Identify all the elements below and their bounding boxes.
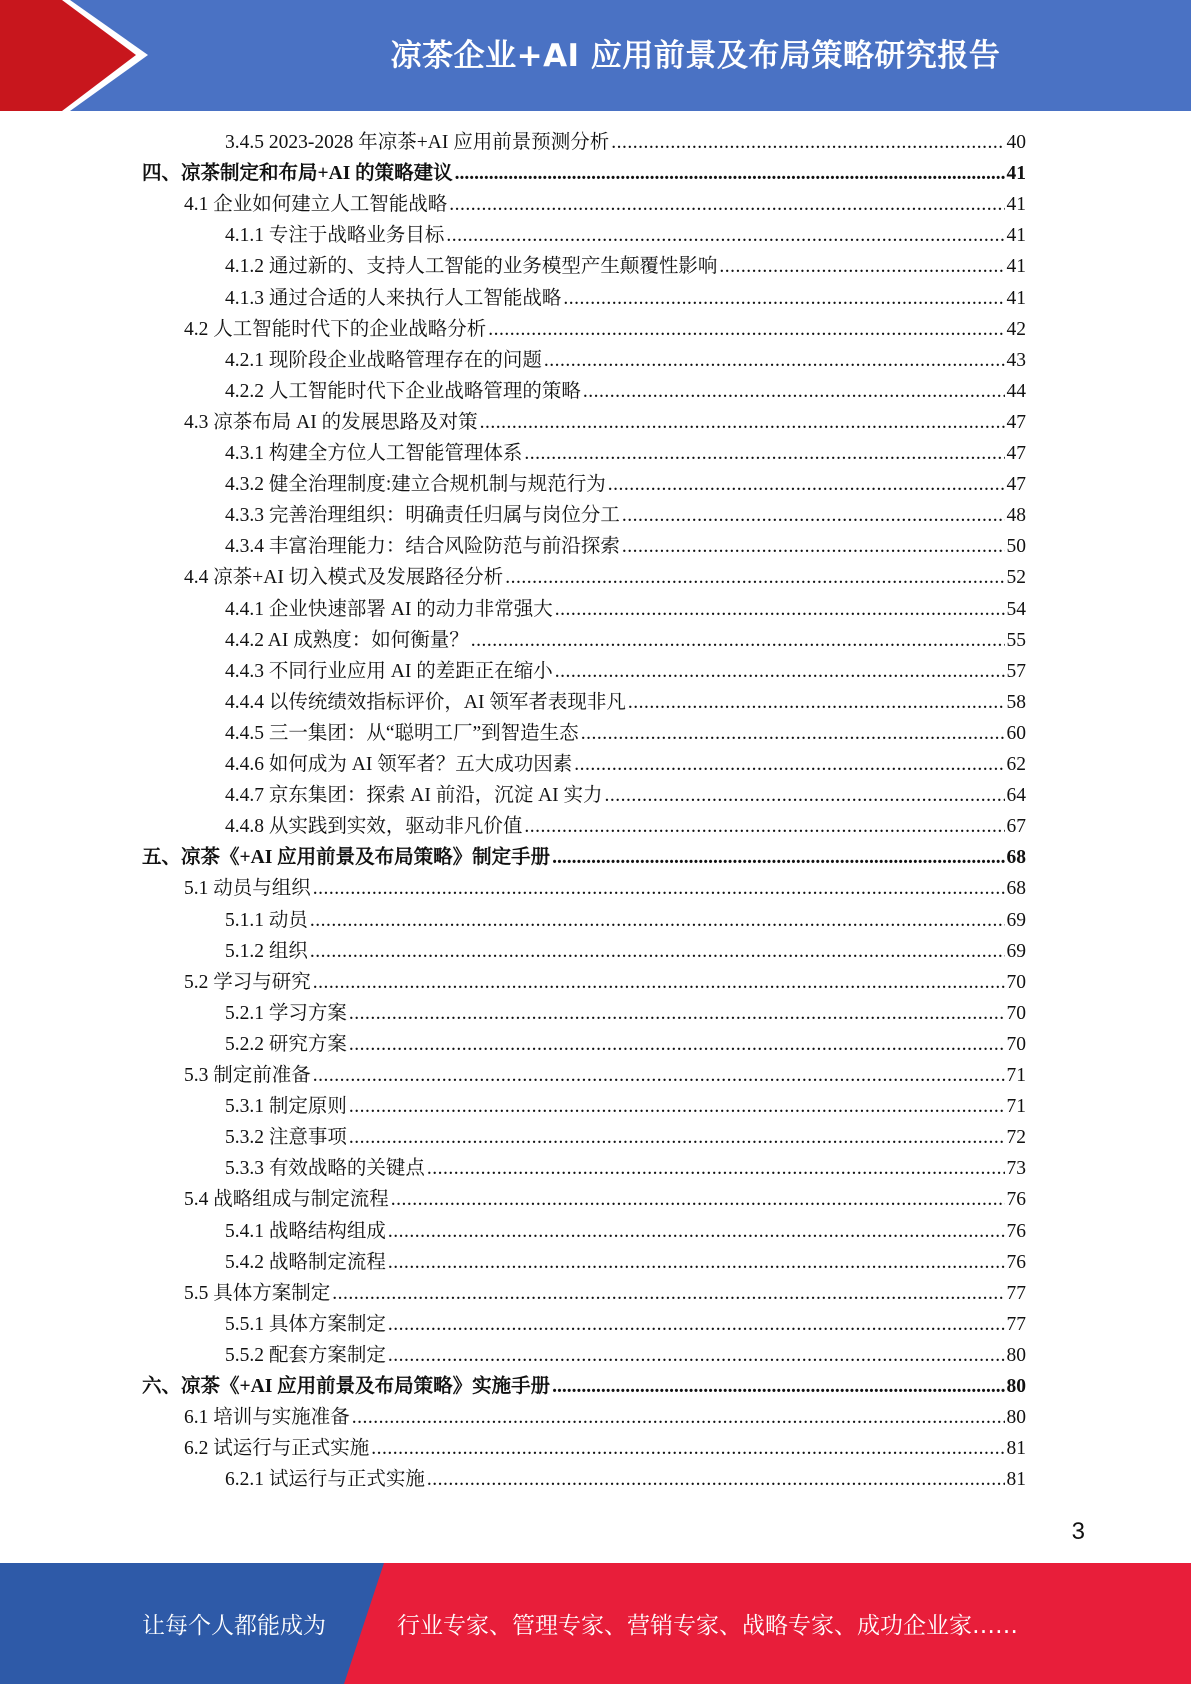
toc-dot-leader xyxy=(427,1153,1005,1184)
toc-entry-page: 80 xyxy=(1006,1376,1026,1397)
toc-entry-page: 60 xyxy=(1006,722,1026,744)
toc-entry-page: 47 xyxy=(1006,443,1026,464)
toc-entry-title: 4.1 企业如何建立人工智能战略 xyxy=(184,194,448,216)
toc-entry-page: 77 xyxy=(1006,1282,1026,1304)
toc-entry[interactable] xyxy=(225,1309,1026,1340)
page-footer xyxy=(0,1563,1191,1684)
toc-entry[interactable] xyxy=(184,1278,1026,1309)
toc-entry[interactable] xyxy=(184,562,1026,593)
toc-entry-title: 5.3.3 有效战略的关键点 xyxy=(225,1158,425,1180)
toc-entry-page: 57 xyxy=(1006,660,1026,682)
toc-dot-leader xyxy=(488,314,1004,345)
toc-entry-title: 6.2.1 试运行与正式实施 xyxy=(225,1469,425,1491)
toc-dot-leader xyxy=(313,967,1005,998)
toc-entry[interactable] xyxy=(225,687,1026,718)
toc-entry-title: 5.1 动员与组织 xyxy=(184,878,311,900)
toc-entry-title: 5.1.2 组织 xyxy=(225,940,308,962)
toc-entry[interactable] xyxy=(225,1153,1026,1184)
toc-entry-page: 47 xyxy=(1006,411,1026,433)
toc-entry[interactable] xyxy=(225,438,1026,469)
toc-dot-leader xyxy=(544,345,1005,376)
toc-dot-leader xyxy=(574,749,1004,780)
toc-entry-title: 五、凉茶《+AI 应用前景及布局策略》制定手册 xyxy=(142,847,551,869)
toc-entry-page: 68 xyxy=(1006,847,1026,869)
toc-dot-leader xyxy=(391,1184,1005,1215)
toc-entry-page: 40 xyxy=(1006,132,1026,153)
toc-dot-leader xyxy=(524,438,1004,469)
toc-entry-title: 4.4 凉茶+AI 切入模式及发展路径分析 xyxy=(184,567,504,589)
toc-entry-title: 5.5.1 具体方案制定 xyxy=(225,1313,386,1335)
toc-entry-page: 47 xyxy=(1006,474,1026,496)
toc-entry-title: 4.3.3 完善治理组织：明确责任归属与岗位分工 xyxy=(225,505,620,527)
toc-entry-page: 80 xyxy=(1006,1407,1026,1429)
toc-dot-leader xyxy=(608,469,1005,500)
toc-entry[interactable] xyxy=(225,718,1026,749)
toc-dot-leader xyxy=(628,687,1005,718)
toc-entry-title: 4.4.1 企业快速部署 AI 的动力非常强大 xyxy=(225,598,553,620)
toc-entry-title: 4.3.1 构建全方位人工智能管理体系 xyxy=(225,443,523,464)
toc-entry-title: 4.4.3 不同行业应用 AI 的差距正在缩小 xyxy=(225,660,553,682)
toc-entry[interactable] xyxy=(225,1247,1026,1278)
toc-entry-page: 42 xyxy=(1006,318,1026,340)
toc-entry[interactable] xyxy=(225,1091,1026,1122)
toc-dot-leader xyxy=(313,873,1005,904)
toc-entry-page: 76 xyxy=(1006,1220,1026,1242)
footer-slogan-right: 行业专家、管理专家、营销专家、战略专家、成功企业家…… xyxy=(397,1613,1018,1639)
toc-entry-page: 80 xyxy=(1006,1344,1026,1366)
toc-dot-leader xyxy=(388,1247,1005,1278)
toc-entry[interactable] xyxy=(184,873,1026,904)
toc-entry-page: 76 xyxy=(1006,1189,1026,1211)
toc-entry-title: 5.5 具体方案制定 xyxy=(184,1282,331,1304)
toc-entry[interactable] xyxy=(184,189,1026,220)
toc-dot-leader xyxy=(581,718,1005,749)
toc-entry-page: 48 xyxy=(1006,505,1026,527)
toc-entry-title: 5.3 制定前准备 xyxy=(184,1065,311,1086)
toc-entry[interactable] xyxy=(225,594,1026,625)
toc-dot-leader xyxy=(446,220,1004,251)
toc-entry-title: 3.4.5 2023-2028 年凉茶+AI 应用前景预测分析 xyxy=(225,132,610,153)
toc-entry-page: 54 xyxy=(1006,598,1026,620)
toc-entry-page: 41 xyxy=(1006,194,1026,216)
toc-entry-page: 64 xyxy=(1006,785,1026,807)
toc-entry[interactable] xyxy=(142,1371,1026,1402)
toc-dot-leader xyxy=(471,625,1005,656)
toc-entry-title: 6.2 试运行与正式实施 xyxy=(184,1438,370,1460)
toc-dot-leader xyxy=(371,1433,1004,1464)
toc-entry-page: 70 xyxy=(1006,971,1026,993)
toc-entry-page: 41 xyxy=(1006,225,1026,247)
toc-entry-title: 四、凉茶制定和布局+AI 的策略建议 xyxy=(142,163,453,185)
toc-entry[interactable] xyxy=(225,1464,1026,1495)
toc-entry-page: 62 xyxy=(1006,754,1026,775)
toc-dot-leader xyxy=(310,936,1005,967)
toc-entry-title: 六、凉茶《+AI 应用前景及布局策略》实施手册 xyxy=(142,1376,551,1397)
toc-entry[interactable] xyxy=(184,1184,1026,1215)
toc-entry-title: 4.1.3 通过合适的人来执行人工智能战略 xyxy=(225,287,562,309)
toc-dot-leader xyxy=(552,1371,1004,1402)
toc-entry-title: 4.4.6 如何成为 AI 领军者？五大成功因素 xyxy=(225,754,573,775)
toc-entry-title: 5.5.2 配套方案制定 xyxy=(225,1344,386,1366)
toc-entry[interactable] xyxy=(225,220,1026,251)
toc-dot-leader xyxy=(719,251,1004,282)
toc-entry-title: 4.3 凉茶布局 AI 的发展思路及对策 xyxy=(184,411,478,433)
toc-dot-leader xyxy=(583,376,1005,407)
toc-entry[interactable] xyxy=(184,1433,1026,1464)
toc-entry[interactable] xyxy=(225,283,1026,314)
toc-dot-leader xyxy=(611,127,1004,158)
toc-dot-leader xyxy=(622,500,1005,531)
toc-dot-leader xyxy=(332,1278,1004,1309)
toc-entry[interactable] xyxy=(225,936,1026,967)
toc-entry[interactable] xyxy=(225,376,1026,407)
toc-dot-leader xyxy=(524,811,1004,842)
toc-dot-leader xyxy=(455,158,1005,189)
toc-dot-leader xyxy=(388,1309,1005,1340)
toc-entry-page: 81 xyxy=(1006,1469,1026,1491)
toc-entry-title: 5.4.2 战略制定流程 xyxy=(225,1251,386,1273)
toc-entry-page: 72 xyxy=(1006,1127,1026,1149)
toc-entry[interactable] xyxy=(225,656,1026,687)
toc-dot-leader xyxy=(388,1216,1005,1247)
toc-entry-title: 4.2 人工智能时代下的企业战略分析 xyxy=(184,318,487,340)
toc-dot-leader xyxy=(622,531,1005,562)
toc-entry[interactable] xyxy=(225,469,1026,500)
toc-entry[interactable] xyxy=(225,811,1026,842)
toc-dot-leader xyxy=(349,1029,1005,1060)
toc-dot-leader xyxy=(480,407,1005,438)
toc-entry-title: 5.4.1 战略结构组成 xyxy=(225,1220,386,1242)
toc-dot-leader xyxy=(349,998,1005,1029)
toc-entry[interactable] xyxy=(225,500,1026,531)
toc-entry-title: 5.4 战略组成与制定流程 xyxy=(184,1189,389,1211)
toc-entry[interactable] xyxy=(142,158,1026,189)
toc-entry-page: 58 xyxy=(1006,691,1026,713)
toc-entry-title: 4.4.2 AI 成熟度：如何衡量？ xyxy=(225,629,469,651)
toc-entry-title: 6.1 培训与实施准备 xyxy=(184,1407,350,1429)
toc-entry-title: 4.2.1 现阶段企业战略管理存在的问题 xyxy=(225,349,542,371)
toc-entry[interactable] xyxy=(225,251,1026,282)
toc-dot-leader xyxy=(505,562,1004,593)
toc-entry-page: 41 xyxy=(1006,256,1026,278)
toc-entry-title: 4.4.5 三一集团：从“聪明工厂”到智造生态 xyxy=(225,722,579,744)
toc-entry[interactable] xyxy=(225,1216,1026,1247)
toc-entry-page: 77 xyxy=(1006,1313,1026,1335)
toc-entry-page: 69 xyxy=(1006,940,1026,962)
toc-entry-title: 4.1.2 通过新的、支持人工智能的业务模型产生颠覆性影响 xyxy=(225,256,718,278)
toc-entry[interactable] xyxy=(184,1060,1026,1091)
toc-dot-leader xyxy=(352,1402,1005,1433)
toc-entry-title: 4.4.8 从实践到实效，驱动非凡价值 xyxy=(225,816,523,838)
page-header xyxy=(0,0,1191,111)
toc-entry[interactable] xyxy=(225,749,1026,780)
toc-entry[interactable] xyxy=(184,1402,1026,1433)
toc-entry-title: 5.3.2 注意事项 xyxy=(225,1127,347,1149)
toc-dot-leader xyxy=(555,656,1005,687)
toc-entry-page: 70 xyxy=(1006,1002,1026,1024)
toc-dot-leader xyxy=(310,905,1005,936)
toc-entry[interactable] xyxy=(184,407,1026,438)
toc-entry[interactable] xyxy=(225,127,1026,158)
toc-entry-title: 5.1.1 动员 xyxy=(225,909,308,931)
toc-dot-leader xyxy=(563,283,1004,314)
toc-dot-leader xyxy=(349,1122,1005,1153)
toc-entry-title: 4.1.1 专注于战略业务目标 xyxy=(225,225,445,247)
toc-entry-page: 71 xyxy=(1006,1065,1026,1086)
toc-dot-leader xyxy=(449,189,1004,220)
toc-entry-page: 67 xyxy=(1006,816,1026,838)
toc-entry-title: 5.2 学习与研究 xyxy=(184,971,311,993)
toc-entry[interactable] xyxy=(225,531,1026,562)
toc-entry-page: 81 xyxy=(1006,1438,1026,1460)
toc-entry[interactable] xyxy=(225,905,1026,936)
toc-entry[interactable] xyxy=(225,1029,1026,1060)
toc-entry-page: 50 xyxy=(1006,536,1026,558)
toc-dot-leader xyxy=(349,1091,1005,1122)
toc-entry-page: 68 xyxy=(1006,878,1026,900)
toc-entry-page: 73 xyxy=(1006,1158,1026,1180)
toc-entry[interactable] xyxy=(225,625,1026,656)
toc-entry[interactable] xyxy=(225,345,1026,376)
toc-dot-leader xyxy=(555,594,1005,625)
toc-entry-page: 70 xyxy=(1006,1033,1026,1055)
toc-entry-title: 4.3.4 丰富治理能力：结合风险防范与前沿探索 xyxy=(225,536,620,558)
toc-entry-title: 5.2.1 学习方案 xyxy=(225,1002,347,1024)
toc-entry-page: 41 xyxy=(1006,163,1026,185)
toc-entry-title: 5.2.2 研究方案 xyxy=(225,1033,347,1055)
toc-entry-page: 44 xyxy=(1006,380,1026,402)
toc-entry-title: 4.4.4 以传统绩效指标评价，AI 领军者表现非凡 xyxy=(225,691,626,713)
toc-dot-leader xyxy=(313,1060,1005,1091)
toc-entry-title: 4.2.2 人工智能时代下企业战略管理的策略 xyxy=(225,380,581,402)
toc-entry-page: 52 xyxy=(1006,567,1026,589)
toc-dot-leader xyxy=(388,1340,1005,1371)
toc-entry[interactable] xyxy=(225,1122,1026,1153)
toc-dot-leader xyxy=(605,780,1005,811)
footer-slogan-left: 让每个人都能成为 xyxy=(142,1613,326,1639)
toc-entry-page: 71 xyxy=(1006,1096,1026,1118)
toc-entry-title: 4.4.7 京东集团：探索 AI 前沿，沉淀 AI 实力 xyxy=(225,785,603,807)
toc-dot-leader xyxy=(427,1464,1005,1495)
toc-entry-page: 69 xyxy=(1006,909,1026,931)
toc-entry-title: 5.3.1 制定原则 xyxy=(225,1096,347,1118)
toc-entry-title: 4.3.2 健全治理制度:建立合规机制与规范行为 xyxy=(225,474,606,496)
page-number: 3 xyxy=(1071,1518,1085,1545)
toc-dot-leader xyxy=(552,842,1004,873)
toc-entry[interactable] xyxy=(225,780,1026,811)
toc-entry-page: 43 xyxy=(1006,349,1026,371)
toc-entry[interactable] xyxy=(184,314,1026,345)
toc-entry[interactable] xyxy=(142,842,1026,873)
toc-entry-page: 41 xyxy=(1006,287,1026,309)
toc-entry[interactable] xyxy=(225,1340,1026,1371)
toc-entry-page: 76 xyxy=(1006,1251,1026,1273)
toc-entry[interactable] xyxy=(184,967,1026,998)
toc-entry-page: 55 xyxy=(1006,629,1026,651)
toc-entry[interactable] xyxy=(225,998,1026,1029)
report-title: 凉茶企业+AI 应用前景及布局策略研究报告 xyxy=(390,37,1001,74)
